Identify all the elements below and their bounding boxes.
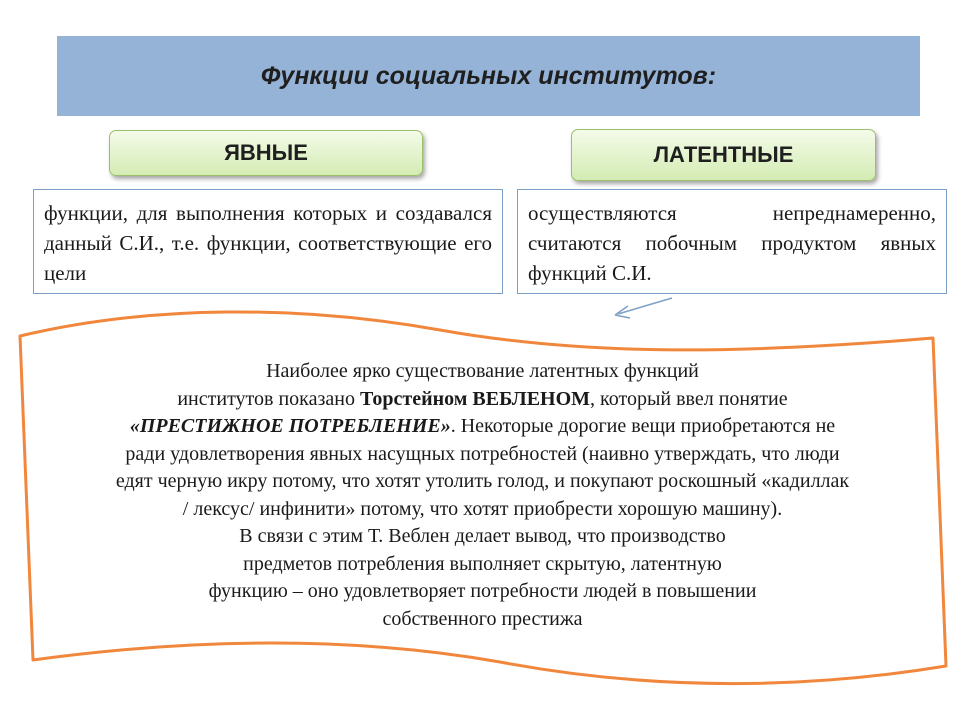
scroll-line: предметов потребления выполняет скрытую, латентную: [243, 552, 722, 575]
scroll-line: / лексус/ инфинити» потому, что хотят приобрести хорошую машину).: [182, 497, 783, 520]
label-latent: ЛАТЕНТНЫЕ: [571, 129, 876, 181]
definition-latent: осуществляются непреднамеренно, считаются побочным продуктом явных функций С.И.: [517, 189, 947, 294]
veblen-name: Торстейном ВЕБЛЕНОМ: [359, 387, 591, 410]
conspicuous-consumption-term: «ПРЕСТИЖНОЕ ПОТРЕБЛЕНИЕ»: [129, 415, 451, 437]
scroll-line: В связи с этим Т. Веблен делает вывод, что производство: [239, 525, 726, 547]
scroll-line: едят черную икру потому, что хотят утолить голод, и покупают роскошный «кадиллак: [115, 470, 850, 492]
scroll-line: «ПРЕСТИЖНОЕ ПОТРЕБЛЕНИЕ». Некоторые дорогие вещи приобретаются не: [129, 415, 836, 437]
scroll-line: Наиболее ярко существование латентных функций: [266, 360, 699, 382]
scroll-body: [40, 358, 925, 633]
callout-arrow: [618, 298, 672, 314]
scroll-line: функцию – оно удовлетворяет потребности людей в повышении: [208, 580, 757, 602]
scroll-line: ради удовлетворения явных насущных потребностей (наивно утверждать, что люди: [125, 442, 840, 465]
page-title: Функции социальных институтов:: [260, 61, 717, 90]
scroll-line: собственного престижа: [382, 607, 583, 630]
label-explicit: ЯВНЫЕ: [109, 130, 423, 176]
definition-explicit: функции, для выполнения которых и создавался данный С.И., т.е. функции, соответствующие его цели: [33, 189, 503, 294]
scroll-line: институтов показано Торстейном ВЕБЛЕНОМ, который ввел понятие: [177, 387, 788, 410]
